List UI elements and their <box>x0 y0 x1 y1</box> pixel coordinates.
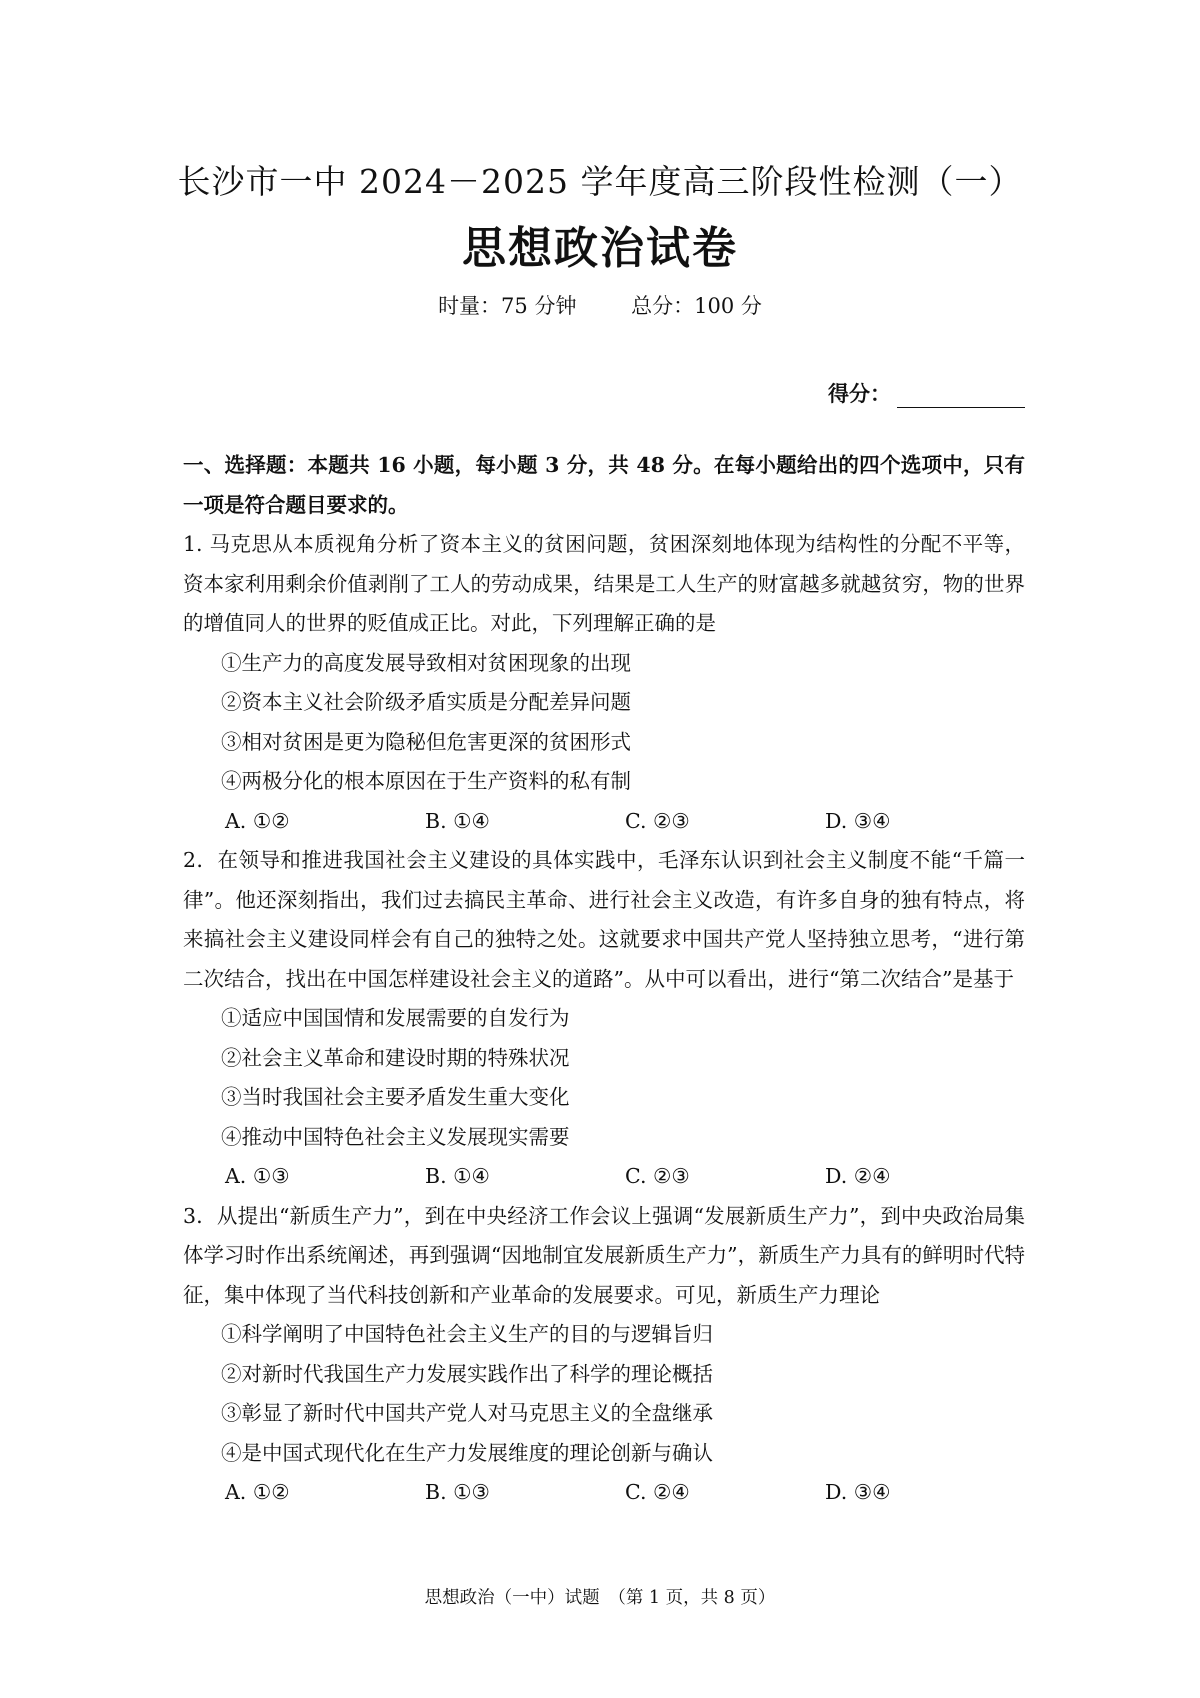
question-option: ④推动中国特色社会主义发展现实需要 <box>221 1124 570 1149</box>
question-option: ③彰显了新时代中国共产党人对马克思主义的全盘继承 <box>221 1401 713 1425</box>
time-limit: 时量：75 分钟 <box>438 294 577 318</box>
answer-choice-b: B. ①④ <box>425 808 490 833</box>
question-option: ③当时我国社会主要矛盾发生重大变化 <box>221 1085 570 1109</box>
section-heading: 一、选择题：本题共 16 小题，每小题 3 分，共 48 分。在每小题给出的四个选项中，只有一项是符合题目要求的。 <box>183 453 1025 517</box>
score-blank <box>897 385 1025 408</box>
question-option: ④是中国式现代化在生产力发展维度的理论创新与确认 <box>221 1440 713 1465</box>
subject-title: 思想政治试卷 <box>462 223 738 274</box>
answer-choice-c: C. ②③ <box>625 1164 690 1188</box>
answer-choice-c: C. ②④ <box>625 1480 690 1504</box>
question-option: ②对新时代我国生产力发展实践作出了科学的理论概括 <box>221 1361 713 1386</box>
answer-choices <box>183 1473 1025 1513</box>
question-stem: 2．在领导和推进我国社会主义建设的具体实践中，毛泽东认识到社会主义制度不能“千篇一律”。他还深刻指出，我们过去搞民主革命、进行社会主义改造，有许多自身的独有特点，将来搞社会主义建设同样会有自己的独特之处。这就要求中国共产党人坚持独立思考，“进行第二次结合，找出在中国怎样建设社会主义的道路”。从中可以看出，进行“第二次结合”是基于 <box>183 848 1025 991</box>
answer-choices <box>183 802 1025 842</box>
question-option: ①适应中国国情和发展需要的自发行为 <box>221 1006 570 1030</box>
answer-choice-a: A. ①③ <box>225 1164 290 1188</box>
answer-choice-d: D. ②④ <box>825 1164 891 1188</box>
score-field <box>828 378 1025 408</box>
answer-choice-c: C. ②③ <box>625 808 690 833</box>
question-2 <box>183 841 1025 1197</box>
question-3 <box>183 1197 1025 1513</box>
page-footer: 思想政治（一中）试题 （第 1 页，共 8 页） <box>424 1588 776 1608</box>
question-stem: 3．从提出“新质生产力”，到在中央经济工作会议上强调“发展新质生产力”，到中央政治局集体学习时作出系统阐述，再到强调“因地制宜发展新质生产力”，新质生产力具有的鲜明时代特征，集中体现了当代科技创新和产业革命的发展要求。可见，新质生产力理论 <box>183 1203 1025 1307</box>
exam-meta <box>0 290 1200 320</box>
score-label: 得分： <box>828 381 891 406</box>
exam-title: 长沙市一中 2024－2025 学年度高三阶段性检测（一） <box>177 162 1023 201</box>
question-option: ①科学阐明了中国特色社会主义生产的目的与逻辑旨归 <box>221 1322 713 1346</box>
answer-choice-b: B. ①④ <box>425 1164 490 1188</box>
answer-choices <box>183 1157 1025 1197</box>
question-option: ②资本主义社会阶级矛盾实质是分配差异问题 <box>221 690 631 714</box>
question-stem: 1. 马克思从本质视角分析了资本主义的贫困问题，贫困深刻地体现为结构性的分配不平等，资本家利用剩余价值剥削了工人的劳动成果，结果是工人生产的财富越多就越贫穷，物的世界的增值同人的世界的贬值成正比。对此，下列理解正确的是 <box>183 532 1025 635</box>
answer-choice-a: A. ①② <box>225 1480 290 1504</box>
question-option: ④两极分化的根本原因在于生产资料的私有制 <box>221 769 631 793</box>
answer-choice-d: D. ③④ <box>825 1480 891 1504</box>
answer-choice-d: D. ③④ <box>825 808 891 833</box>
question-option: ②社会主义革命和建设时期的特殊状况 <box>221 1045 570 1070</box>
exam-content <box>183 446 1025 1513</box>
answer-choice-a: A. ①② <box>225 808 290 833</box>
total-score: 总分：100 分 <box>631 294 762 318</box>
question-option: ③相对贫困是更为隐秘但危害更深的贫困形式 <box>221 729 631 754</box>
question-option: ①生产力的高度发展导致相对贫困现象的出现 <box>221 650 631 675</box>
answer-choice-b: B. ①③ <box>425 1480 490 1504</box>
question-1 <box>183 525 1025 841</box>
